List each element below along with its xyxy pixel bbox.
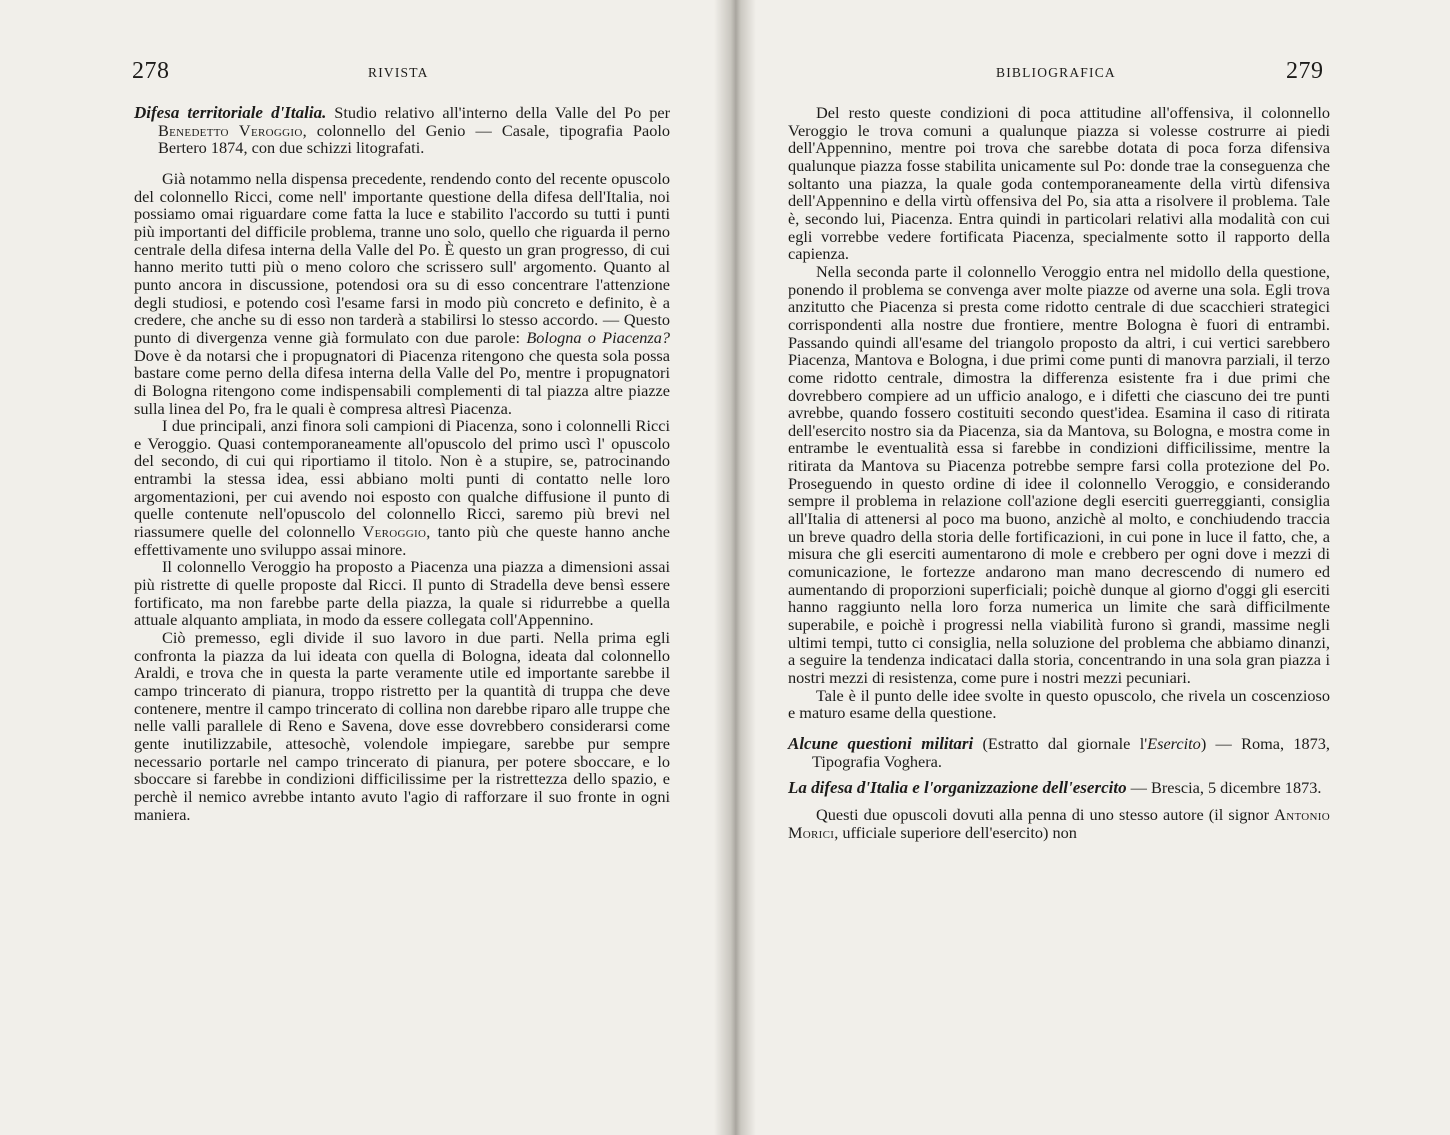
left-p2-text-1: I due principali, anzi finora soli campioni di Piacenza, sono i colonnelli Ricci e Veroggio. Quasi contemporaneamente all'opuscolo del primo uscì l' opuscolo del secondo, di cui qui riportiamo il titolo. Non è a stupire, se, patrocinando entrambi la stessa idea, essi abbiano molti punti di contatto nelle loro argomentazioni, per cui avendo noi esposto con qualche diffusione il punto di quelle contenute nell'opuscolo del colonnello Ricci, saremo più brevi nel riassumere quelle del colonnello [134, 416, 670, 542]
left-p2-name: Veroggio [362, 522, 427, 542]
right-page [756, 0, 1450, 1135]
entry3-title: La difesa d'Italia e l'organizzazione dell'esercito [788, 778, 1127, 798]
left-p2-text-2: , tanto più che queste hanno anche effettivamente uno sviluppo assai minore. [134, 522, 670, 559]
right-column [788, 104, 1330, 841]
entry2-journal: Esercito [1147, 733, 1201, 753]
running-head-right: BIBLIOGRAFICA [996, 65, 1116, 80]
page-number-right: 279 [1286, 58, 1324, 84]
right-paragraph-4 [788, 806, 1330, 841]
book-gutter [714, 0, 756, 1135]
left-paragraph-4: Ciò premesso, egli divide il suo lavoro in due parti. Nella prima egli confronta la piazza da lui ideata con quella di Bologna, ideata dal colonnello Araldi, e trova che in questa la parte veramente utile ed importante sarebbe il campo trincerato di pianura, troppo ristretto per la quantità di truppa che deve contenere, mentre il campo trincerato di collina non darebbe riparo alle truppe che nelle valli parallele di Reno e Savena, dove esse dovrebbero considerarsi come gente inutilizzabile, attesochè, volendole impiegare, sarebbe pur sempre necessario portarle nel campo trincerato di pianura, per potere sboccare, e lo sboccare si farebbe in condizioni difficilissime per la ristrettezza dello spazio, e perchè il nemico avrebbe intanto avuto l'agio di rafforzare il suo fronte in ogni maniera. [134, 628, 670, 824]
right-paragraph-2: Nella seconda parte il colonnello Veroggio entra nel midollo della questione, ponendo il problema se convenga aver molte piazze od averne una sola. Egli trova anzitutto che Piacenza si presta come ridotto centrale di due scacchieri strategici corrispondenti alla nostre due frontiere, mentre Bologna è fuori di entrambi. Passando quindi all'esame del triangolo proposto da altri, i cui vertici sarebbero Piacenza, Mantova e Bologna, i due primi come punti di manovra parziali, il terzo come ridotto centrale, dimostra la differenza esistente fra i due primi che dovrebbero compiere ad un ufficio analogo, e i difetti che ciascuno dei tre punti avrebbe, quando fossero costituiti secondo quest'idea. Esamina il caso di ritirata dell'esercito nostro sia da Piacenza, sia da Mantova, su Bologna, e mostra come in entrambe le eventualità essa si farebbe in condizioni difficilissime, mentre la ritirata da Mantova su Piacenza potrebbe sempre farsi colla protezione del Po. Proseguendo in questo ordine di idee il colonnello Veroggio, e considerando sempre il problema in relazione coll'azione degli eserciti guerreggianti, consiglia all'Italia di attenersi al poco ma buono, anzichè al molto, e conchiudendo traccia un breve quadro della storia delle fortificazioni, in cui pone in luce il fatto, che, a misura che gli eserciti aumentarono di mole e crebbero per ogni dove i mezzi di comunicazione, le fortezze andarono man mano decrescendo di numero ed aumentando di proporzioni superficiali; poichè dunque al giorno d'oggi gli eserciti hanno raggiunto nella loro forza numerica un limite che sarà difficilmente superabile, e poichè i progressi nella viabilità furono sì grandi, massime negli ultimi tempi, tutto ci consiglia, nella soluzione del problema che abbiamo dinanzi, a seguire la tendenza indicataci dalla storia, concentrando in una sola gran piazza i nostri mezzi di resistenza, come pure i nostri mezzi pecuniari. [788, 261, 1330, 687]
right-paragraph-3: Tale è il punto delle idee svolte in questo opuscolo, che rivela un coscenzioso e maturo esame della questione. [788, 685, 1330, 723]
bibliographic-entry-3 [788, 779, 1330, 797]
left-paragraph-2 [134, 417, 670, 558]
left-paragraph-3: Il colonnello Veroggio ha proposto a Piacenza una piazza a dimensioni assai più ristrette di quelle proposte dal Ricci. Il punto di Stradella deve bensì essere fortificato, ma non farebbe parte della piazza, la quale si ridurrebbe a quella attuale alquanto ampliata, in modo da essere collegata coll'Appennino. [134, 557, 670, 630]
entry2-desc-2: ) — Roma, 1873, Tipografia Voghera. [812, 733, 1330, 771]
page-number-left: 278 [132, 58, 170, 84]
entry3-desc: — Brescia, 5 dicembre 1873. [1126, 778, 1322, 798]
right-p4-author: Antonio Morici [788, 804, 1330, 842]
left-p1-text-2: Dove è da notarsi che i propugnatori di Piacenza ritengono che questa sola possa bastare come perno della difesa interna della Valle del Po, mentre i propugnatori di Bologna ritengono come indispensabili complementi di tal piazza altre piazze sulla linea del Po, fra le quali è compresa altresì Piacenza. [134, 345, 670, 418]
right-paragraph-1: Del resto queste condizioni di poca attitudine all'offensiva, il colonnello Veroggio le trova comuni a qualunque piazza si volesse costrurre ai piedi dell'Appennino, mentre poi trova che sarebbe dotata di poca forza difensiva qualunque piazza fosse stabilita unicamente sul Po: donde trae la conseguenza che soltanto una piazza, la quale goda contemporaneamente della virtù difensiva dell'Appennino e della virtù offensiva del Po, sia atta a risolvere il problema. Tale è, secondo lui, Piacenza. Entra quindi in particolari relativi alla modalità con cui egli vorrebbe vedere fortificata Piacenza, specialmente sotto il rapporto della capienza. [788, 103, 1330, 264]
entry-desc-1: Studio relativo all'interno della Valle del Po per [326, 103, 670, 122]
bibliographic-entry [134, 104, 670, 157]
left-column [134, 104, 670, 823]
running-head-left: RIVISTA [368, 65, 429, 80]
entry2-title: Alcune questioni militari [788, 733, 974, 753]
right-p4-text-1: Questi due opuscoli dovuti alla penna di uno stesso autore (il signor [816, 804, 1275, 824]
left-page [0, 0, 714, 1135]
right-p4-text-2: , ufficiale superiore dell'esercito) non [834, 822, 1077, 842]
left-paragraph-1 [134, 170, 670, 417]
bibliographic-entry-2 [788, 735, 1330, 770]
entry2-desc-1: (Estratto dal giornale l' [973, 733, 1148, 753]
entry-title: Difesa territoriale d'Italia. [134, 103, 327, 122]
entry-desc-2: , colonnello del Genio — Casale, tipografia Paolo Bertero 1874, con due schizzi litografati. [158, 120, 670, 158]
entry-author: Benedetto Veroggio [158, 120, 303, 140]
left-p1-quote: Bologna o Piacenza? [526, 327, 670, 347]
left-p1-text-1: Già notammo nella dispensa precedente, rendendo conto del recente opuscolo del colonnello Ricci, come nell' importante questione della difesa dell'Italia, noi possiamo omai riguardare come fatta la luce e stabilito l'accordo su tutti i punti più importanti del difficile problema, tranne uno solo, quello che riguarda il perno centrale della difesa interna della Valle del Po. È questo un gran progresso, di cui hanno merito tutti più o meno coloro che scrissero sull' argomento. Quanto al punto ancora in discussione, potendosi ora su di esso concentrare l'attenzione degli studiosi, e potendo così l'esame farsi in modo più concreto e definito, è a credere, che anche su di esso non tarderà a stabilirsi lo stesso accordo. — Questo punto di divergenza venne già formulato con due parole: [134, 168, 670, 347]
